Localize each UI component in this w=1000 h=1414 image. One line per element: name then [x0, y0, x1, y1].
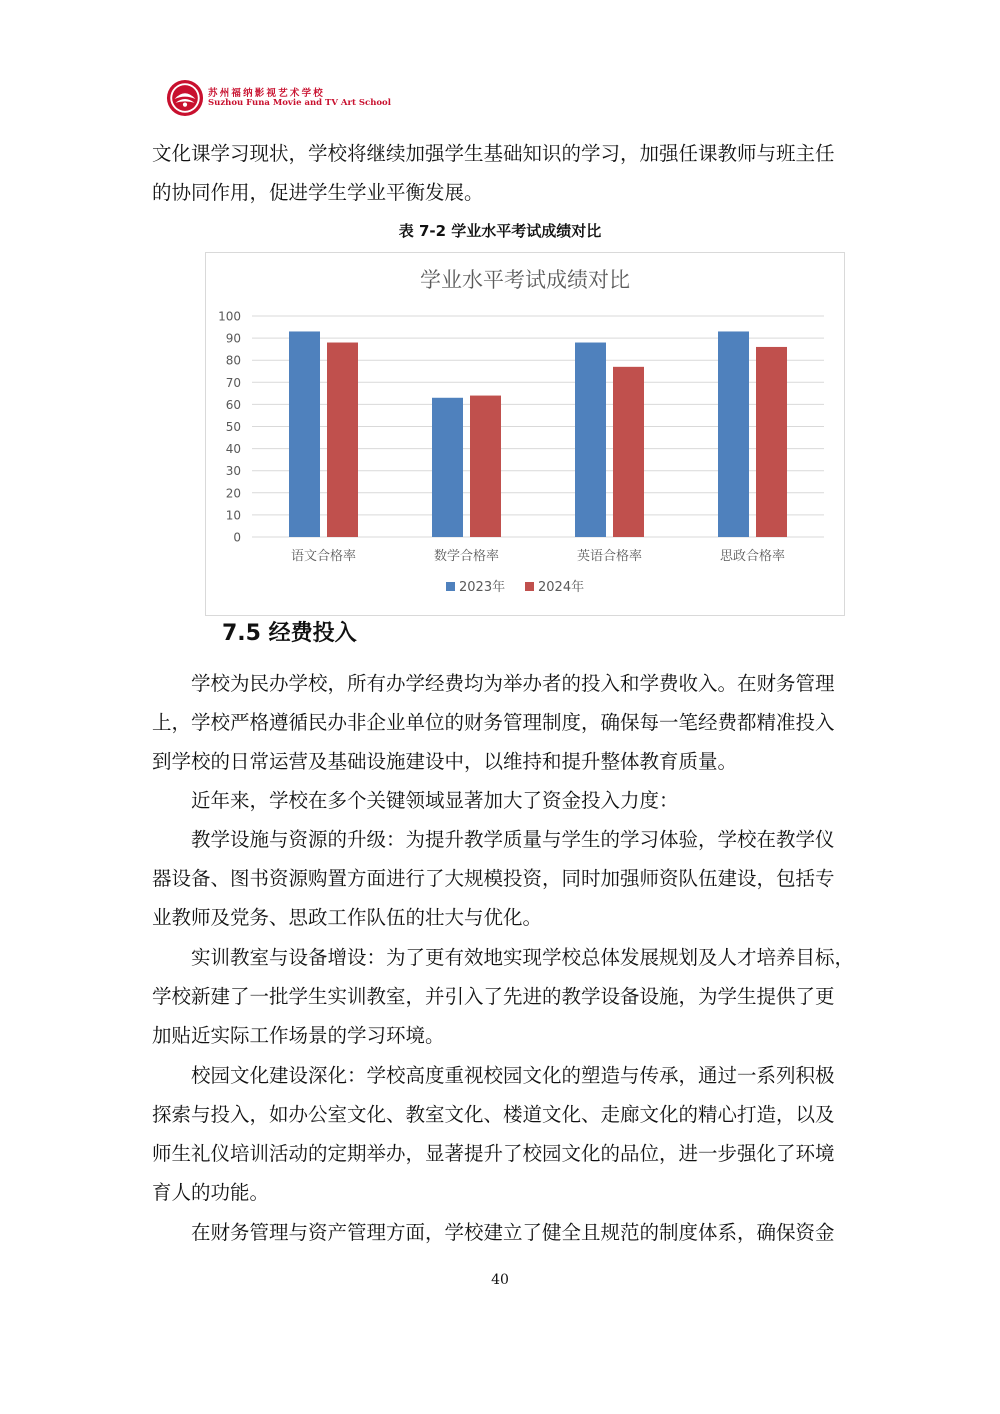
bar-chart: [206, 253, 844, 615]
paragraph-line: 业教师及党务、思政工作队伍的壮大与优化。: [152, 906, 543, 929]
y-tick-label: 100: [218, 309, 241, 324]
school-name-en: Suzhou Funa Movie and TV Art School: [208, 97, 391, 108]
paragraph-line: 育人的功能。: [152, 1181, 270, 1204]
y-tick-label: 10: [225, 508, 241, 523]
x-tick-label: 数学合格率: [433, 549, 500, 564]
table-caption: 表 7-2 学业水平考试成绩对比: [398, 222, 602, 240]
body-paragraph: [152, 664, 852, 781]
paragraph-line: 学校新建了一批学生实训教室，并引入了先进的教学设备设施，为学生提供了更: [152, 985, 835, 1008]
y-tick-label: 60: [225, 397, 241, 412]
intro-line: 文化课学习现状，学校将继续加强学生基础知识的学习，加强任课教师与班主任: [152, 142, 835, 165]
school-name-cn: 苏州福纳影视艺术学校: [208, 87, 326, 99]
body-paragraph: [152, 1056, 852, 1212]
paragraph-line: 近年来，学校在多个关键领域显著加大了资金投入力度：: [191, 789, 679, 812]
chart-title: 学业水平考试成绩对比: [420, 268, 630, 292]
body-paragraph: [152, 781, 852, 820]
paragraph-line: 探索与投入，如办公室文化、教室文化、楼道文化、走廊文化的精心打造，以及: [152, 1103, 835, 1126]
x-tick-label: 思政合格率: [719, 549, 786, 564]
x-tick-label: 语文合格率: [290, 549, 357, 564]
bar: [432, 398, 463, 537]
y-tick-label: 50: [225, 420, 241, 434]
paragraph-line: 教学设施与资源的升级：为提升教学质量与学生的学习体验，学校在教学仪: [191, 828, 835, 851]
paragraph-line: 加贴近实际工作场景的学习环境。: [152, 1024, 445, 1047]
bar: [756, 347, 787, 537]
y-tick-label: 20: [225, 486, 241, 501]
y-tick-label: 40: [225, 442, 241, 457]
body-paragraph: [152, 820, 852, 937]
x-tick-label: 英语合格率: [576, 549, 643, 564]
paragraph-line: 学校为民办学校，所有办学经费均为举办者的投入和学费收入。在财务管理: [191, 672, 835, 695]
paragraph-line: 到学校的日常运营及基础设施建设中，以维持和提升整体教育质量。: [152, 750, 738, 773]
intro-paragraph: [152, 134, 852, 212]
page-header: [166, 78, 391, 118]
y-tick-label: 90: [225, 331, 241, 346]
chart-container: [205, 252, 845, 616]
y-tick-label: 70: [225, 375, 241, 390]
legend-swatch: [525, 582, 534, 591]
bar: [289, 331, 320, 537]
bar: [575, 343, 606, 537]
paragraph-line: 师生礼仪培训活动的定期举办，显著提升了校园文化的品位，进一步强化了环境: [152, 1142, 835, 1165]
body-paragraph: [152, 1213, 852, 1252]
bar: [718, 331, 749, 537]
paragraph-line: 在财务管理与资产管理方面，学校建立了健全且规范的制度体系，确保资金: [191, 1221, 835, 1244]
legend-label: 2023年: [459, 580, 506, 595]
school-name: [208, 89, 391, 108]
paragraph-line: 校园文化建设深化：学校高度重视校园文化的塑造与传承，通过一系列积极: [191, 1064, 835, 1087]
paragraph-line: 实训教室与设备增设：为了更有效地实现学校总体发展规划及人才培养目标，: [191, 946, 855, 969]
paragraph-line: 器设备、图书资源购置方面进行了大规模投资，同时加强师资队伍建设，包括专: [152, 867, 835, 890]
section-heading: 7.5 经费投入: [222, 621, 357, 646]
bar: [470, 396, 501, 537]
page-number: 40: [491, 1272, 509, 1288]
y-tick-label: 30: [225, 464, 241, 479]
legend-label: 2024年: [538, 580, 585, 595]
paragraph-line: 上，学校严格遵循民办非企业单位的财务管理制度，确保每一笔经费都精准投入: [152, 711, 835, 734]
bar: [613, 367, 644, 537]
school-logo-icon: [166, 79, 204, 117]
bar: [327, 343, 358, 537]
body-paragraph: [152, 938, 855, 1055]
y-tick-label: 80: [225, 353, 241, 368]
intro-line: 的协同作用，促进学生学业平衡发展。: [152, 181, 484, 204]
legend-swatch: [446, 582, 455, 591]
y-tick-label: 0: [233, 530, 241, 545]
